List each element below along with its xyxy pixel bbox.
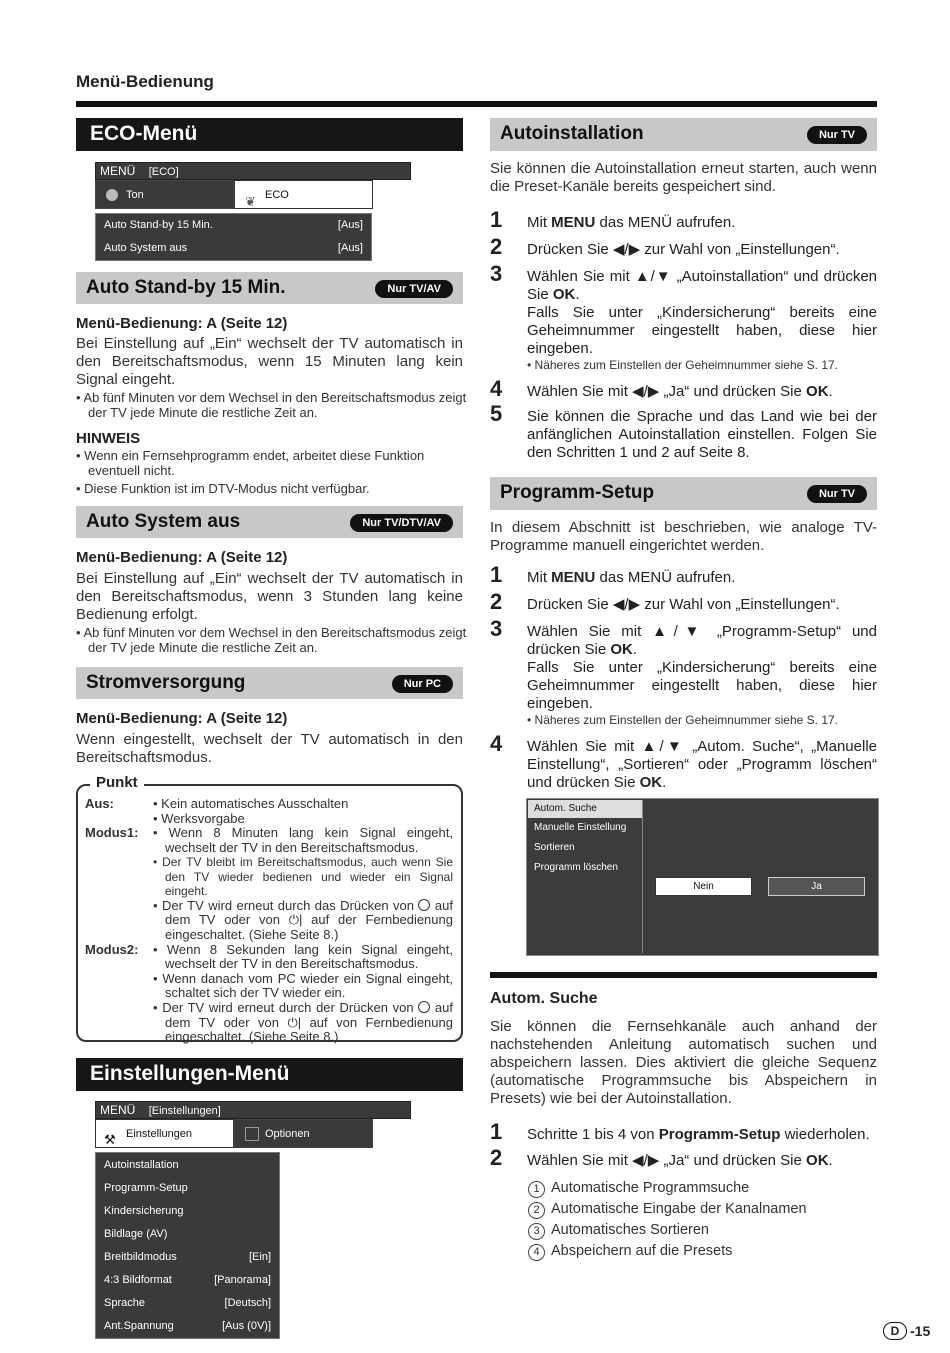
punkt-label: Punkt <box>90 774 144 791</box>
menu-row-value: [Panorama] <box>214 1274 271 1286</box>
menu-row-value: [Deutsch] <box>224 1297 271 1309</box>
list-item <box>528 1220 807 1241</box>
step-text: Wählen Sie mit ◀/▶ „Ja“ und drücken Sie <box>527 383 807 400</box>
step-text: Mit <box>527 214 552 231</box>
progsetup-intro: In diesem Abschnitt ist beschrieben, wie analoge TV-Programme manuell eingerichtet werden. <box>490 519 877 554</box>
standby-operation: Menü-Bedienung: A (Seite 12) <box>76 315 288 332</box>
modus1-term: Modus1: <box>85 825 139 841</box>
step-number: 4 <box>490 731 503 756</box>
key-label: MENU <box>551 214 596 231</box>
progsetup-step-2: Drücken Sie ◀/▶ zur Wahl von „Einstellungen“. <box>527 596 840 613</box>
autosuche-step-1 <box>527 1126 877 1144</box>
einst-menu-screen <box>95 1101 411 1339</box>
autoinst-step-1 <box>527 214 877 232</box>
step-text: Schritte 1 bis 4 von <box>527 1126 659 1143</box>
autosuche-title: Autom. Suche <box>490 990 598 1007</box>
aus-item-1: • Kein automatisches Ausschalten <box>153 796 349 811</box>
step-text: . <box>632 641 638 658</box>
tools-icon: ⚒ <box>104 1132 116 1147</box>
autosuche-item-list <box>528 1178 807 1262</box>
standby-badge: Nur TV/AV <box>375 280 453 298</box>
step-note: • Näheres zum Einstellen der Geheimnummer siehe S. 17. <box>527 358 839 372</box>
menu-row-label: Programm-Setup <box>104 1182 188 1194</box>
menu-row[interactable] <box>96 237 371 260</box>
power-icon <box>418 899 430 911</box>
autosys-text: Bei Einstellung auf „Ein“ wechselt der TV automatisch in den Bereitschaftsmodus, wenn 3 Stunden lang keine Bedienung erfolgt. <box>76 570 463 623</box>
step-note: • Näheres zum Einstellen der Geheimnummer siehe S. 17. <box>527 713 839 727</box>
step-text: das MENÜ aufrufen. <box>595 569 736 586</box>
modus1-item-2: • Der TV bleibt im Bereitschaftsmodus, auch wenn Sie den TV wieder bedienen und wieder ein Signal eingeht. <box>153 855 453 899</box>
menu-title: MENÜ <box>100 1103 136 1117</box>
modus1-item-3c: auf der Fernbedienung eingeschaltet. (Siehe Seite 8.) <box>165 912 453 943</box>
strom-title: Stromversorgung <box>86 672 246 693</box>
nein-button[interactable]: Nein <box>655 877 752 896</box>
autoinst-intro: Sie können die Autoinstallation erneut starten, auch wenn die Preset-Kanäle bereits gespeichert sind. <box>490 160 877 195</box>
tab-ton-label: Ton <box>126 189 144 201</box>
tab-optionen-label: Optionen <box>265 1128 310 1140</box>
menu-row-label: Auto Stand-by 15 Min. <box>104 219 213 231</box>
progsetup-badge: Nur TV <box>807 485 867 503</box>
autoinst-step-2: Drücken Sie ◀/▶ zur Wahl von „Einstellungen“. <box>527 241 840 258</box>
autosys-badge: Nur TV/DTV/AV <box>350 514 453 532</box>
step-text: wiederholen. <box>780 1126 870 1143</box>
step-extra: Falls Sie unter „Kindersicherung“ bereits eine Geheimnummer eingestellt haben, diese hier eingeben. <box>527 659 877 712</box>
einst-menu-list <box>95 1152 280 1339</box>
menu-row[interactable] <box>96 1177 279 1200</box>
modus2-item-3c: auf von Fernbedienung eingeschaltet. (Siehe Seite 8.) <box>165 1014 453 1045</box>
autoinst-step-5: Sie können die Sprache und das Land wie bei der anfänglichen Autoinstallation einstellen. Folgen Sie den Schritten 1 und 2 auf Seite 8. <box>527 408 877 461</box>
eco-menu-list <box>95 213 372 261</box>
circled-number: 2 <box>528 1202 545 1219</box>
standby-bullet: • Ab fünf Minuten vor dem Wechsel in den Bereitschaftsmodus zeigt der TV jede Minute die restliche Zeit an. <box>76 390 467 420</box>
progsetup-step-3 <box>527 623 877 728</box>
menu-path: [Einstellungen] <box>148 1105 221 1117</box>
step-number: 4 <box>490 376 503 401</box>
menu-row-label: Sprache <box>104 1297 145 1309</box>
menu-item-selected[interactable]: Autom. Suche <box>528 800 642 818</box>
modus1-item-3a: • Der TV wird erneut durch das Drücken von <box>153 897 414 913</box>
key-label: OK <box>639 774 663 791</box>
list-item <box>528 1178 807 1199</box>
menu-row[interactable] <box>96 214 371 237</box>
modus2-item-3 <box>153 1001 453 1045</box>
eco-menu-titlebar <box>95 162 411 180</box>
menu-row-value: [Aus (0V)] <box>222 1320 271 1332</box>
autoinst-title: Autoinstallation <box>500 123 644 144</box>
step-number: 1 <box>490 562 503 587</box>
step-number: 1 <box>490 207 503 232</box>
menu-row[interactable] <box>96 1315 279 1338</box>
step-number: 1 <box>490 1119 503 1144</box>
autosys-heading <box>76 506 463 538</box>
modus1-item-1: • Wenn 8 Minuten lang kein Signal eingeht, wechselt der TV in den Bereitschaftsmodus. <box>153 825 453 855</box>
strom-heading <box>76 667 463 699</box>
einst-menu-titlebar <box>95 1101 411 1119</box>
menu-row-value: [Ein] <box>248 1251 271 1263</box>
menu-row-label: Autoinstallation <box>104 1159 179 1171</box>
autosys-bullet: • Ab fünf Minuten vor dem Wechsel in den Bereitschaftsmodus zeigt der TV jede Minute die restliche Zeit an. <box>76 625 467 655</box>
list-item-label: Automatisches Sortieren <box>551 1222 709 1238</box>
menu-path: [ECO] <box>148 166 179 178</box>
standby-text: Bei Einstellung auf „Ein“ wechselt der TV automatisch in den Bereitschaftsmodus, wenn 15 Minuten lang kein Signal eingeht. <box>76 335 463 388</box>
step-number: 2 <box>490 1145 503 1170</box>
progsetup-title: Programm-Setup <box>500 482 655 503</box>
page-section-title: Menü-Bedienung <box>76 72 214 91</box>
modus2-item-3a: • Der TV wird erneut durch der Drücken von <box>153 1000 414 1016</box>
key-label: MENU <box>551 569 596 586</box>
step-number: 3 <box>490 616 503 641</box>
progsetup-heading <box>490 477 877 510</box>
step-number: 2 <box>490 589 503 614</box>
step-text: . <box>662 774 667 791</box>
menu-row-label: 4:3 Bildformat <box>104 1274 172 1286</box>
strom-operation: Menü-Bedienung: A (Seite 12) <box>76 710 288 727</box>
menu-title: MENÜ <box>100 164 136 178</box>
speaker-icon <box>106 189 118 201</box>
menu-row-label: Kindersicherung <box>104 1205 184 1217</box>
menu-row[interactable] <box>96 1200 279 1223</box>
ja-button[interactable]: Ja <box>768 877 865 896</box>
einst-menu-heading: Einstellungen-Menü <box>76 1058 463 1091</box>
power-icon <box>418 1001 430 1013</box>
menu-row-label: Ant.Spannung <box>104 1320 174 1332</box>
menu-item[interactable]: Manuelle Einstellung <box>534 822 627 833</box>
menu-row-value: [Aus] <box>337 242 363 254</box>
progsetup-step-1 <box>527 569 877 587</box>
hinweis-note-2: • Diese Funktion ist im DTV-Modus nicht verfügbar. <box>76 481 370 496</box>
menu-row[interactable] <box>96 1269 279 1292</box>
step-text: das MENÜ aufrufen. <box>595 214 736 231</box>
options-icon <box>245 1127 259 1141</box>
tab-optionen[interactable] <box>234 1119 373 1148</box>
menu-item[interactable]: Sortieren <box>534 842 575 853</box>
menu-row-label: Breitbildmodus <box>104 1251 177 1263</box>
tab-einstellungen-label: Einstellungen <box>126 1128 193 1140</box>
key-label: OK <box>806 383 829 400</box>
step-text: Wählen Sie mit ▲/▼ „Programm-Setup“ und drücken Sie <box>527 623 877 658</box>
list-item-label: Automatische Eingabe der Kanalnamen <box>551 1201 807 1217</box>
page-number <box>883 1322 930 1340</box>
hinweis-title: HINWEIS <box>76 430 141 447</box>
step-text: Mit <box>527 569 552 586</box>
progsetup-step-4 <box>527 738 877 792</box>
step-text: Wählen Sie mit ▲/▼ „Autoinstallation“ und drücken Sie <box>527 268 877 303</box>
page-number-value: -15 <box>910 1323 931 1339</box>
tab-eco-label: ECO <box>265 189 289 201</box>
step-number: 2 <box>490 234 503 259</box>
eco-menu-heading: ECO-Menü <box>76 118 463 151</box>
autoinst-badge: Nur TV <box>807 126 867 144</box>
step-number: 3 <box>490 261 503 286</box>
power-icon-remote: ⏻| <box>287 1014 302 1030</box>
list-item-label: Abspeichern auf die Presets <box>551 1243 733 1259</box>
list-item-label: Automatische Programmsuche <box>551 1180 750 1196</box>
key-label: OK <box>610 641 633 658</box>
step-text: . <box>828 1152 833 1169</box>
menu-item[interactable]: Programm löschen <box>534 862 618 873</box>
header-rule <box>76 101 877 107</box>
menu-row[interactable] <box>96 1246 279 1269</box>
list-item <box>528 1241 807 1262</box>
modus2-item-1: • Wenn 8 Sekunden lang kein Signal eingeht, wechselt der TV in den Bereitschaftsmodus. <box>153 941 453 972</box>
language-badge: D <box>883 1322 907 1340</box>
step-text: . <box>828 383 833 400</box>
strom-badge: Nur PC <box>392 675 453 693</box>
menu-row-value: [Aus] <box>337 219 363 231</box>
aus-term: Aus: <box>85 796 114 811</box>
modus2-term: Modus2: <box>85 941 139 957</box>
menu-row-label: Bildlage (AV) <box>104 1228 168 1240</box>
menu-row-label: Auto System aus <box>104 242 188 254</box>
eco-menu-screen <box>95 162 411 261</box>
key-label: OK <box>806 1152 829 1169</box>
strom-text: Wenn eingestellt, wechselt der TV automatisch in den Bereitschaftsmodus. <box>76 731 463 766</box>
menu-row[interactable] <box>96 1292 279 1315</box>
menu-row[interactable] <box>96 1223 279 1246</box>
autoinst-step-3 <box>527 268 877 373</box>
progsetup-screen <box>526 798 879 956</box>
step-number: 5 <box>490 401 503 426</box>
hinweis-note-1: • Wenn ein Fernsehprogramm endet, arbeitet diese Funktion eventuell nicht. <box>76 448 425 478</box>
step-extra: Falls Sie unter „Kindersicherung“ bereits eine Geheimnummer eingestellt haben, diese hier eingeben. <box>527 304 877 357</box>
power-icon-remote: ⏻| <box>288 912 303 928</box>
step-text: Wählen Sie mit ◀/▶ „Ja“ und drücken Sie <box>527 1152 807 1169</box>
standby-title: Auto Stand-by 15 Min. <box>86 277 286 298</box>
circled-number: 3 <box>528 1223 545 1240</box>
key-label: Programm-Setup <box>658 1126 781 1143</box>
circled-number: 1 <box>528 1181 545 1198</box>
autosuche-step-2 <box>527 1152 877 1170</box>
autosys-operation: Menü-Bedienung: A (Seite 12) <box>76 549 288 566</box>
modus1-item-3b: auf dem TV oder von <box>165 897 453 928</box>
modus2-item-2: • Wenn danach vom PC wieder ein Signal eingeht, schaltet sich der TV wieder ein. <box>153 970 453 1001</box>
step-text: Wählen Sie mit ▲/▼ „Autom. Suche“, „Manuelle Einstellung“, „Sortieren“ oder „Programm löschen“ und drücken Sie <box>527 738 877 791</box>
tab-eco[interactable] <box>234 180 373 209</box>
key-label: OK <box>552 286 576 303</box>
autosys-title: Auto System aus <box>86 511 241 532</box>
tab-einstellungen[interactable] <box>95 1119 234 1148</box>
modus1-item-3 <box>153 899 453 943</box>
punkt-content <box>85 797 453 1045</box>
autosuche-rule <box>490 972 877 978</box>
step-text: . <box>575 286 580 303</box>
circled-number: 4 <box>528 1244 545 1261</box>
leaf-icon: ❦ <box>245 194 256 209</box>
progsetup-menu-list <box>528 800 643 953</box>
list-item <box>528 1199 807 1220</box>
menu-row[interactable] <box>96 1154 279 1177</box>
modus2-item-3b: auf dem TV oder von <box>165 1000 453 1030</box>
autoinst-step-4 <box>527 383 877 401</box>
autoinst-heading <box>490 118 877 151</box>
tab-ton[interactable] <box>95 180 234 209</box>
standby-heading <box>76 272 463 304</box>
autosuche-text: Sie können die Fernsehkanäle auch anhand der nachstehenden Anleitung automatisch suchen und abspeichern lassen. Dies aktiviert die gleiche Sequenz (automatische Programmsuche bis Abspeichern in Presets) wie bei der Autoinstallation. <box>490 1018 877 1107</box>
aus-item-2: • Werksvorgabe <box>153 810 245 826</box>
